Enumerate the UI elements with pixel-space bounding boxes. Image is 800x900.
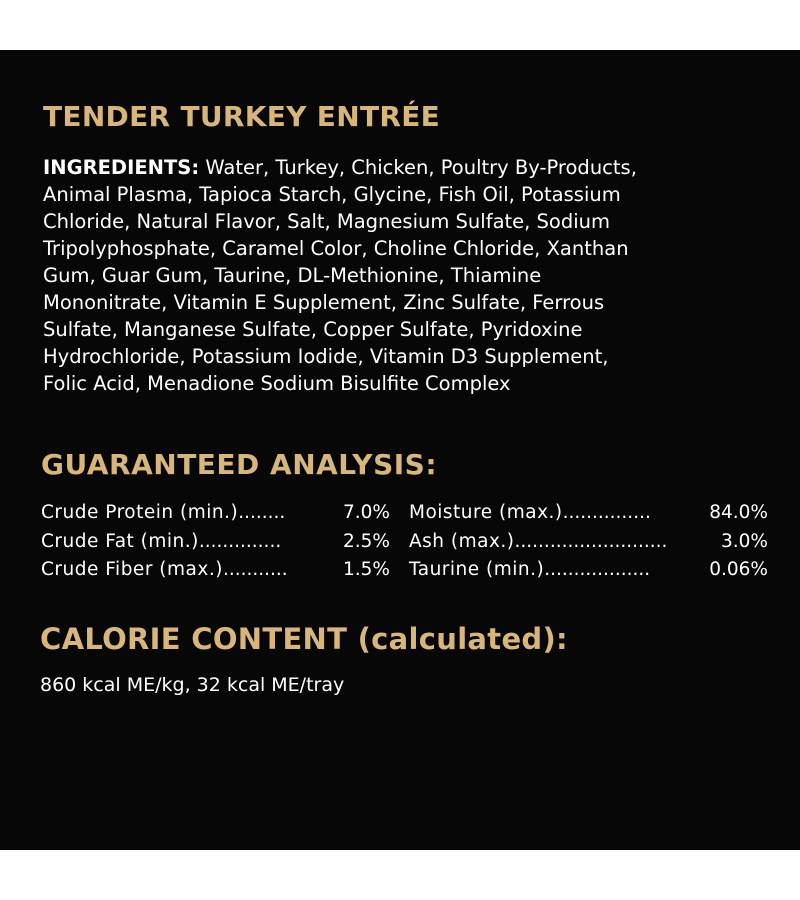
ingredients-text xyxy=(43,154,763,397)
analysis-right-column xyxy=(409,499,768,585)
label-panel xyxy=(0,50,800,850)
ingredients-line: Animal Plasma, Tapioca Starch, Glycine, Fish Oil, Potassium xyxy=(43,183,621,206)
calorie-content-text: 860 kcal ME/kg, 32 kcal ME/tray xyxy=(40,674,345,696)
analysis-row-moisture xyxy=(409,499,768,528)
analysis-leader-dots: .............. xyxy=(198,530,282,552)
ingredients-line-text: Water, Turkey, Chicken, Poultry By-Products, xyxy=(199,156,637,179)
analysis-row-crude-fat xyxy=(41,528,390,557)
ingredients-line: Chloride, Natural Flavor, Salt, Magnesium Sulfate, Sodium xyxy=(43,210,611,233)
analysis-value: 84.0% xyxy=(709,502,768,523)
ingredients-label: INGREDIENTS: xyxy=(43,156,200,179)
analysis-leader-dots: .......................... xyxy=(514,530,668,552)
analysis-name: Taurine (min.) xyxy=(409,559,545,580)
analysis-leader-dots: .................. xyxy=(544,559,651,580)
analysis-row-crude-protein xyxy=(41,499,390,528)
analysis-name: Crude Fiber (max.) xyxy=(41,559,223,580)
product-title: TENDER TURKEY ENTRÉE xyxy=(43,100,441,133)
ingredients-line: Tripolyphosphate, Caramel Color, Choline Chloride, Xanthan xyxy=(43,237,629,260)
ingredients-line xyxy=(43,154,763,181)
analysis-value: 7.0% xyxy=(343,502,390,523)
ingredients-line: Folic Acid, Menadione Sodium Bisulfite Complex xyxy=(43,372,511,395)
analysis-name: Crude Fat (min.) xyxy=(41,530,199,552)
analysis-row-crude-fiber xyxy=(41,556,390,585)
ingredients-line: Mononitrate, Vitamin E Supplement, Zinc Sulfate, Ferrous xyxy=(43,291,605,314)
analysis-name: Moisture (max.) xyxy=(409,502,563,523)
ingredients-line: Sulfate, Manganese Sulfate, Copper Sulfate, Pyridoxine xyxy=(43,318,583,341)
analysis-value: 3.0% xyxy=(721,530,768,552)
analysis-row-taurine xyxy=(409,556,768,585)
ingredients-line: Gum, Guar Gum, Taurine, DL-Methionine, Thiamine xyxy=(43,264,542,287)
analysis-leader-dots: ........... xyxy=(222,559,288,580)
analysis-row-ash xyxy=(409,528,768,557)
analysis-leader-dots: ............... xyxy=(562,502,651,523)
analysis-leader-dots: ........ xyxy=(238,502,286,523)
analysis-value: 0.06% xyxy=(709,559,768,580)
calorie-content-heading: CALORIE CONTENT (calculated): xyxy=(40,622,568,656)
guaranteed-analysis-heading: GUARANTEED ANALYSIS: xyxy=(41,448,438,481)
ingredients-line: Hydrochloride, Potassium Iodide, Vitamin D3 Supplement, xyxy=(43,345,609,368)
analysis-left-column xyxy=(41,499,390,585)
analysis-name: Ash (max.) xyxy=(409,530,515,552)
analysis-value: 2.5% xyxy=(343,530,390,552)
analysis-name: Crude Protein (min.) xyxy=(41,502,239,523)
analysis-value: 1.5% xyxy=(343,559,390,580)
